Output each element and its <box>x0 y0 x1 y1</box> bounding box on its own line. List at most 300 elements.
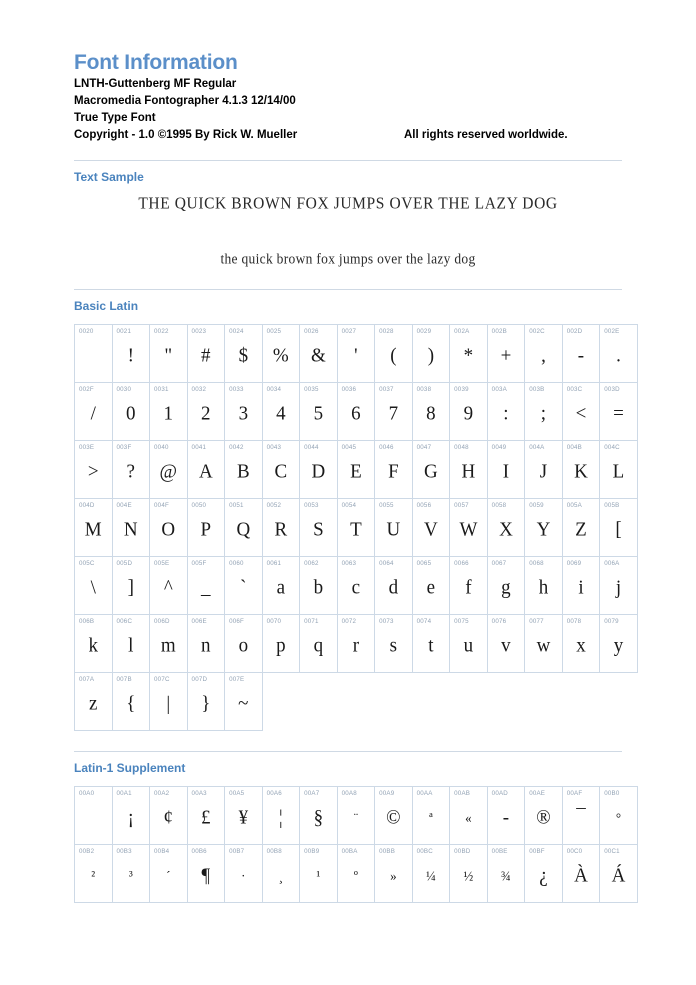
glyph-cell[interactable] <box>375 325 413 383</box>
glyph-cell[interactable] <box>225 673 263 731</box>
glyph-cell[interactable] <box>150 845 188 903</box>
glyph-cell[interactable] <box>150 787 188 845</box>
section-divider <box>74 160 622 161</box>
glyph-code-label: 002B <box>491 328 507 335</box>
glyph-character: ¹ <box>316 867 321 884</box>
glyph-character: ¿ <box>539 864 548 887</box>
glyph-cell[interactable] <box>225 787 263 845</box>
glyph-code-label: 0074 <box>416 618 432 625</box>
glyph-character: ½ <box>463 867 474 884</box>
glyph-character: Y <box>536 518 551 541</box>
glyph-cell[interactable] <box>525 557 563 615</box>
glyph-code-label: 00A6 <box>266 790 282 797</box>
glyph-code-label: 006B <box>79 618 95 625</box>
glyph-cell[interactable] <box>187 441 225 499</box>
glyph-code-label: 0071 <box>304 618 319 625</box>
glyph-cell[interactable] <box>300 787 338 845</box>
font-name-line: LNTH-Guttenberg MF Regular <box>74 78 237 90</box>
glyph-cell[interactable] <box>300 499 338 557</box>
glyph-cell[interactable] <box>375 845 413 903</box>
glyph-character: b <box>313 576 324 599</box>
glyph-cell[interactable] <box>525 325 563 383</box>
glyph-cell[interactable] <box>75 441 113 499</box>
glyph-code-label: 0079 <box>604 618 619 625</box>
glyph-character: K <box>574 460 588 483</box>
glyph-cell[interactable] <box>375 499 413 557</box>
glyph-cell[interactable] <box>600 845 638 903</box>
glyph-character: £ <box>201 806 211 829</box>
glyph-character: ¦ <box>278 806 283 829</box>
glyph-code-label: 005F <box>191 560 207 567</box>
glyph-cell[interactable] <box>150 673 188 731</box>
glyph-cell[interactable] <box>337 615 375 673</box>
latin1-supplement-section <box>74 751 626 903</box>
glyph-character: R <box>274 518 288 541</box>
glyph-code-label: 0076 <box>491 618 507 625</box>
glyph-cell[interactable] <box>112 499 150 557</box>
glyph-code-label: 0065 <box>416 560 432 567</box>
glyph-cell[interactable] <box>112 845 150 903</box>
glyph-code-label: 006F <box>229 618 244 625</box>
glyph-cell[interactable] <box>450 845 488 903</box>
glyph-cell[interactable] <box>75 615 113 673</box>
glyph-code-label: 0036 <box>341 386 357 393</box>
glyph-cell[interactable] <box>225 383 263 441</box>
glyph-cell[interactable] <box>450 499 488 557</box>
glyph-cell[interactable] <box>187 325 225 383</box>
glyph-character: 4 <box>276 402 286 425</box>
glyph-cell[interactable] <box>412 787 450 845</box>
glyph-cell[interactable] <box>450 787 488 845</box>
glyph-cell[interactable] <box>112 441 150 499</box>
glyph-cell[interactable] <box>487 325 525 383</box>
glyph-code-label: 00B7 <box>229 848 245 855</box>
glyph-code-label: 005D <box>116 560 133 567</box>
glyph-code-label: 00B3 <box>116 848 132 855</box>
glyph-code-label: 00B8 <box>266 848 282 855</box>
glyph-code-label: 0037 <box>379 386 394 393</box>
glyph-cell[interactable] <box>262 383 300 441</box>
section-title-basic-latin: Basic Latin <box>74 299 139 313</box>
glyph-cell[interactable] <box>600 441 638 499</box>
glyph-code-label: 002E <box>604 328 620 335</box>
glyph-cell[interactable] <box>337 845 375 903</box>
copyright-text: Copyright - 1.0 ©1995 By Rick W. Mueller <box>74 129 298 141</box>
glyph-character: y <box>613 634 624 657</box>
glyph-code-label: 00BD <box>454 848 471 855</box>
glyph-cell[interactable] <box>225 441 263 499</box>
glyph-cell[interactable] <box>75 383 113 441</box>
glyph-code-label: 004A <box>529 444 545 451</box>
glyph-cell[interactable] <box>450 557 488 615</box>
glyph-code-label: 0045 <box>341 444 357 451</box>
glyph-character: ° <box>615 809 622 826</box>
glyph-character: o <box>238 634 249 657</box>
glyph-cell[interactable] <box>375 383 413 441</box>
glyph-code-label: 004C <box>604 444 620 451</box>
glyph-cell[interactable] <box>450 383 488 441</box>
glyph-cell[interactable] <box>187 673 225 731</box>
glyph-code-label: 006D <box>154 618 170 625</box>
glyph-code-label: 00C0 <box>566 848 583 855</box>
glyph-character: E <box>350 460 362 483</box>
glyph-code-label: 0051 <box>229 502 244 509</box>
glyph-character: & <box>310 344 326 367</box>
glyph-cell[interactable] <box>375 615 413 673</box>
glyph-code-label: 00AE <box>529 790 546 797</box>
glyph-code-label: 00C1 <box>604 848 620 855</box>
glyph-code-label: 00A5 <box>229 790 245 797</box>
glyph-cell[interactable] <box>412 499 450 557</box>
glyph-cell[interactable] <box>112 557 150 615</box>
glyph-character: : <box>503 402 509 425</box>
glyph-cell[interactable] <box>262 615 300 673</box>
glyph-cell[interactable] <box>262 325 300 383</box>
glyph-character: ¼ <box>426 867 436 884</box>
glyph-cell[interactable] <box>300 615 338 673</box>
glyph-character: ; <box>540 402 547 425</box>
glyph-cell[interactable] <box>562 845 600 903</box>
glyph-cell[interactable] <box>562 441 600 499</box>
glyph-cell[interactable] <box>300 441 338 499</box>
glyph-code-label: 0064 <box>379 560 394 567</box>
glyph-character: 7 <box>388 402 399 425</box>
glyph-character: { <box>126 692 136 715</box>
glyph-cell[interactable] <box>525 845 563 903</box>
glyph-code-label: 0078 <box>566 618 582 625</box>
glyph-code-label: 005A <box>566 502 582 509</box>
glyph-cell[interactable] <box>187 845 225 903</box>
glyph-cell[interactable] <box>225 845 263 903</box>
glyph-cell[interactable] <box>75 557 113 615</box>
glyph-character: ¾ <box>501 867 511 884</box>
glyph-cell[interactable] <box>150 383 188 441</box>
glyph-character: T <box>350 518 362 541</box>
glyph-cell[interactable] <box>262 441 300 499</box>
glyph-cell[interactable] <box>150 615 188 673</box>
glyph-cell[interactable] <box>562 557 600 615</box>
glyph-character: C <box>274 460 288 483</box>
glyph-character: h <box>538 576 549 599</box>
glyph-code-label: 005E <box>154 560 170 567</box>
glyph-code-label: 0066 <box>454 560 469 567</box>
glyph-code-label: 00AA <box>416 790 433 797</box>
glyph-code-label: 004E <box>116 502 132 509</box>
glyph-character: Á <box>611 864 626 887</box>
glyph-cell[interactable] <box>412 383 450 441</box>
glyph-code-label: 00B6 <box>191 848 207 855</box>
glyph-cell[interactable] <box>375 557 413 615</box>
glyph-character: n <box>201 634 211 657</box>
glyph-cell[interactable] <box>75 845 113 903</box>
glyph-cell[interactable] <box>187 499 225 557</box>
glyph-code-label: 0029 <box>416 328 432 335</box>
glyph-cell[interactable] <box>450 441 488 499</box>
glyph-cell[interactable] <box>225 615 263 673</box>
glyph-code-label: 0026 <box>304 328 319 335</box>
glyph-cell[interactable] <box>337 441 375 499</box>
glyph-character: [ <box>615 518 622 541</box>
glyph-cell[interactable] <box>562 325 600 383</box>
rights-text: All rights reserved worldwide. <box>404 129 568 141</box>
glyph-code-label: 00AD <box>491 790 508 797</box>
glyph-code-label: 0050 <box>191 502 207 509</box>
glyph-cell[interactable] <box>600 325 638 383</box>
glyph-code-label: 003A <box>491 386 507 393</box>
glyph-code-label: 0070 <box>266 618 282 625</box>
glyph-cell[interactable] <box>600 383 638 441</box>
glyph-code-label: 00A2 <box>154 790 170 797</box>
glyph-code-label: 003E <box>79 444 95 451</box>
sample-uppercase: THE QUICK BROWN FOX JUMPS OVER THE LAZY DOG <box>138 193 558 213</box>
glyph-character: 8 <box>426 402 436 425</box>
glyph-cell[interactable] <box>300 845 338 903</box>
glyph-code-label: 006A <box>604 560 620 567</box>
copyright-row <box>74 127 622 144</box>
generator-line: Macromedia Fontographer 4.1.3 12/14/00 <box>74 95 296 107</box>
text-sample-section <box>74 160 622 267</box>
glyph-cell-empty <box>262 673 300 731</box>
glyph-code-label: 004F <box>154 502 169 509</box>
glyph-character: V <box>424 518 438 541</box>
glyph-cell[interactable] <box>187 383 225 441</box>
glyph-cell[interactable] <box>487 499 525 557</box>
glyph-cell[interactable] <box>337 787 375 845</box>
section-title-latin1: Latin-1 Supplement <box>74 761 186 775</box>
glyph-cell[interactable] <box>150 499 188 557</box>
glyph-cell[interactable] <box>412 557 450 615</box>
glyph-character: ` <box>240 576 247 599</box>
glyph-cell[interactable] <box>300 325 338 383</box>
glyph-code-label: 0022 <box>154 328 169 335</box>
sample-lowercase: the quick brown fox jumps over the lazy dog <box>220 250 476 267</box>
glyph-code-label: 0040 <box>154 444 169 451</box>
glyph-character: N <box>123 518 138 541</box>
glyph-cell[interactable] <box>600 499 638 557</box>
glyph-cell[interactable] <box>112 787 150 845</box>
glyph-character: · <box>241 867 246 884</box>
glyph-code-label: 0044 <box>304 444 319 451</box>
glyph-cell[interactable] <box>600 787 638 845</box>
glyph-cell[interactable] <box>112 673 150 731</box>
glyph-cell[interactable] <box>487 441 525 499</box>
glyph-character: ) <box>427 344 435 367</box>
glyph-character: 6 <box>351 402 361 425</box>
glyph-code-label: 00A1 <box>116 790 132 797</box>
glyph-cell-empty <box>412 673 450 731</box>
glyph-code-label: 0043 <box>266 444 282 451</box>
glyph-row <box>75 499 638 557</box>
glyph-cell[interactable] <box>187 557 225 615</box>
glyph-cell[interactable] <box>337 383 375 441</box>
glyph-cell[interactable] <box>262 787 300 845</box>
glyph-cell[interactable] <box>487 383 525 441</box>
glyph-cell[interactable] <box>75 499 113 557</box>
glyph-cell[interactable] <box>600 557 638 615</box>
glyph-code-label: 003F <box>116 444 132 451</box>
glyph-character: @ <box>159 460 178 483</box>
glyph-character: | <box>166 692 171 715</box>
glyph-code-label: 0073 <box>379 618 394 625</box>
glyph-cell[interactable] <box>375 441 413 499</box>
glyph-cell[interactable] <box>262 845 300 903</box>
glyph-cell[interactable] <box>225 557 263 615</box>
glyph-code-label: 0053 <box>304 502 319 509</box>
glyph-cell-empty <box>562 673 600 731</box>
glyph-code-label: 007C <box>154 676 170 683</box>
glyph-cell[interactable] <box>262 499 300 557</box>
glyph-cell[interactable] <box>412 441 450 499</box>
glyph-cell[interactable] <box>75 673 113 731</box>
glyph-code-label: 0067 <box>491 560 507 567</box>
glyph-character: - <box>502 806 510 829</box>
glyph-cell[interactable] <box>112 615 150 673</box>
glyph-character: j <box>615 576 622 599</box>
glyph-cell[interactable] <box>337 325 375 383</box>
section-divider <box>74 751 622 752</box>
glyph-cell[interactable] <box>187 615 225 673</box>
glyph-cell[interactable] <box>112 383 150 441</box>
glyph-character: O <box>161 518 176 541</box>
glyph-cell-empty <box>300 673 338 731</box>
glyph-cell[interactable] <box>525 383 563 441</box>
glyph-code-label: 007D <box>191 676 208 683</box>
glyph-cell[interactable] <box>150 441 188 499</box>
glyph-character: H <box>461 460 476 483</box>
glyph-row <box>75 441 638 499</box>
glyph-cell[interactable] <box>525 615 563 673</box>
glyph-cell[interactable] <box>112 325 150 383</box>
glyph-character: \ <box>90 576 96 599</box>
glyph-code-label: 00B0 <box>604 790 620 797</box>
glyph-character: e <box>426 576 436 599</box>
glyph-cell[interactable] <box>600 615 638 673</box>
glyph-code-label: 0054 <box>341 502 357 509</box>
glyph-code-label: 0072 <box>341 618 357 625</box>
glyph-code-label: 00A3 <box>191 790 207 797</box>
glyph-row <box>75 845 638 903</box>
latin1-glyph-table <box>74 786 638 903</box>
glyph-cell[interactable] <box>450 325 488 383</box>
glyph-cell[interactable] <box>412 615 450 673</box>
glyph-code-label: 005B <box>604 502 620 509</box>
glyph-character: P <box>200 518 212 541</box>
glyph-code-label: 0033 <box>229 386 244 393</box>
glyph-code-label: 0021 <box>116 328 132 335</box>
glyph-character: ´ <box>166 867 171 884</box>
glyph-row <box>75 673 638 731</box>
glyph-code-label: 002C <box>529 328 545 335</box>
glyph-row <box>75 325 638 383</box>
glyph-cell[interactable] <box>487 787 525 845</box>
glyph-character: l <box>128 634 134 657</box>
glyph-cell[interactable] <box>300 557 338 615</box>
page-title: Font Information <box>74 51 238 74</box>
glyph-cell[interactable] <box>150 557 188 615</box>
glyph-code-label: 00BC <box>416 848 433 855</box>
glyph-cell[interactable] <box>75 325 113 383</box>
glyph-code-label: 00A7 <box>304 790 320 797</box>
glyph-code-label: 0048 <box>454 444 469 451</box>
glyph-character: A <box>198 460 213 483</box>
glyph-code-label: 007E <box>229 676 245 683</box>
glyph-cell[interactable] <box>225 499 263 557</box>
glyph-character: ¯ <box>576 806 586 829</box>
glyph-code-label: 002D <box>566 328 583 335</box>
glyph-cell[interactable] <box>487 557 525 615</box>
glyph-code-label: 0049 <box>491 444 507 451</box>
glyph-cell[interactable] <box>412 845 450 903</box>
glyph-cell[interactable] <box>487 615 525 673</box>
glyph-character: , <box>541 344 546 367</box>
glyph-character: x <box>576 634 586 657</box>
glyph-cell[interactable] <box>225 325 263 383</box>
glyph-character: c <box>351 576 361 599</box>
glyph-character: d <box>388 576 399 599</box>
glyph-cell[interactable] <box>562 615 600 673</box>
glyph-code-label: 0025 <box>266 328 282 335</box>
glyph-cell[interactable] <box>187 787 225 845</box>
glyph-cell[interactable] <box>525 441 563 499</box>
glyph-cell[interactable] <box>412 325 450 383</box>
glyph-character: F <box>388 460 399 483</box>
glyph-cell[interactable] <box>300 383 338 441</box>
glyph-code-label: 00BE <box>491 848 508 855</box>
glyph-cell[interactable] <box>150 325 188 383</box>
glyph-character: ( <box>390 344 397 367</box>
glyph-cell-empty <box>487 673 525 731</box>
glyph-code-label: 007B <box>116 676 132 683</box>
glyph-character: ' <box>354 344 358 367</box>
glyph-code-label: 002A <box>454 328 470 335</box>
glyph-code-label: 00B4 <box>154 848 170 855</box>
glyph-code-label: 0042 <box>229 444 244 451</box>
glyph-character: © <box>386 806 401 829</box>
glyph-cell[interactable] <box>525 499 563 557</box>
glyph-character: ª <box>429 809 433 826</box>
glyph-code-label: 0068 <box>529 560 544 567</box>
glyph-code-label: 0077 <box>529 618 544 625</box>
glyph-row <box>75 557 638 615</box>
glyph-cell[interactable] <box>337 557 375 615</box>
glyph-cell[interactable] <box>450 615 488 673</box>
glyph-code-label: 00BF <box>529 848 545 855</box>
glyph-cell[interactable] <box>375 787 413 845</box>
glyph-cell[interactable] <box>75 787 113 845</box>
glyph-character: $ <box>238 344 249 367</box>
glyph-character: 2 <box>201 402 211 425</box>
glyph-character: Q <box>236 518 251 541</box>
glyph-character: r <box>352 634 360 657</box>
glyph-character: ! <box>127 344 134 367</box>
glyph-code-label: 0030 <box>116 386 132 393</box>
glyph-cell[interactable] <box>525 787 563 845</box>
glyph-cell[interactable] <box>562 383 600 441</box>
glyph-character: ³ <box>128 867 133 884</box>
glyph-code-label: 0061 <box>266 560 282 567</box>
glyph-code-label: 00A8 <box>341 790 357 797</box>
glyph-cell[interactable] <box>337 499 375 557</box>
glyph-cell[interactable] <box>487 845 525 903</box>
glyph-cell[interactable] <box>562 787 600 845</box>
glyph-code-label: 0027 <box>341 328 357 335</box>
section-title-text-sample: Text Sample <box>74 170 144 184</box>
glyph-cell-empty <box>525 673 563 731</box>
glyph-cell[interactable] <box>262 557 300 615</box>
glyph-character: q <box>313 634 324 657</box>
glyph-cell[interactable] <box>562 499 600 557</box>
glyph-code-label: 005C <box>79 560 95 567</box>
